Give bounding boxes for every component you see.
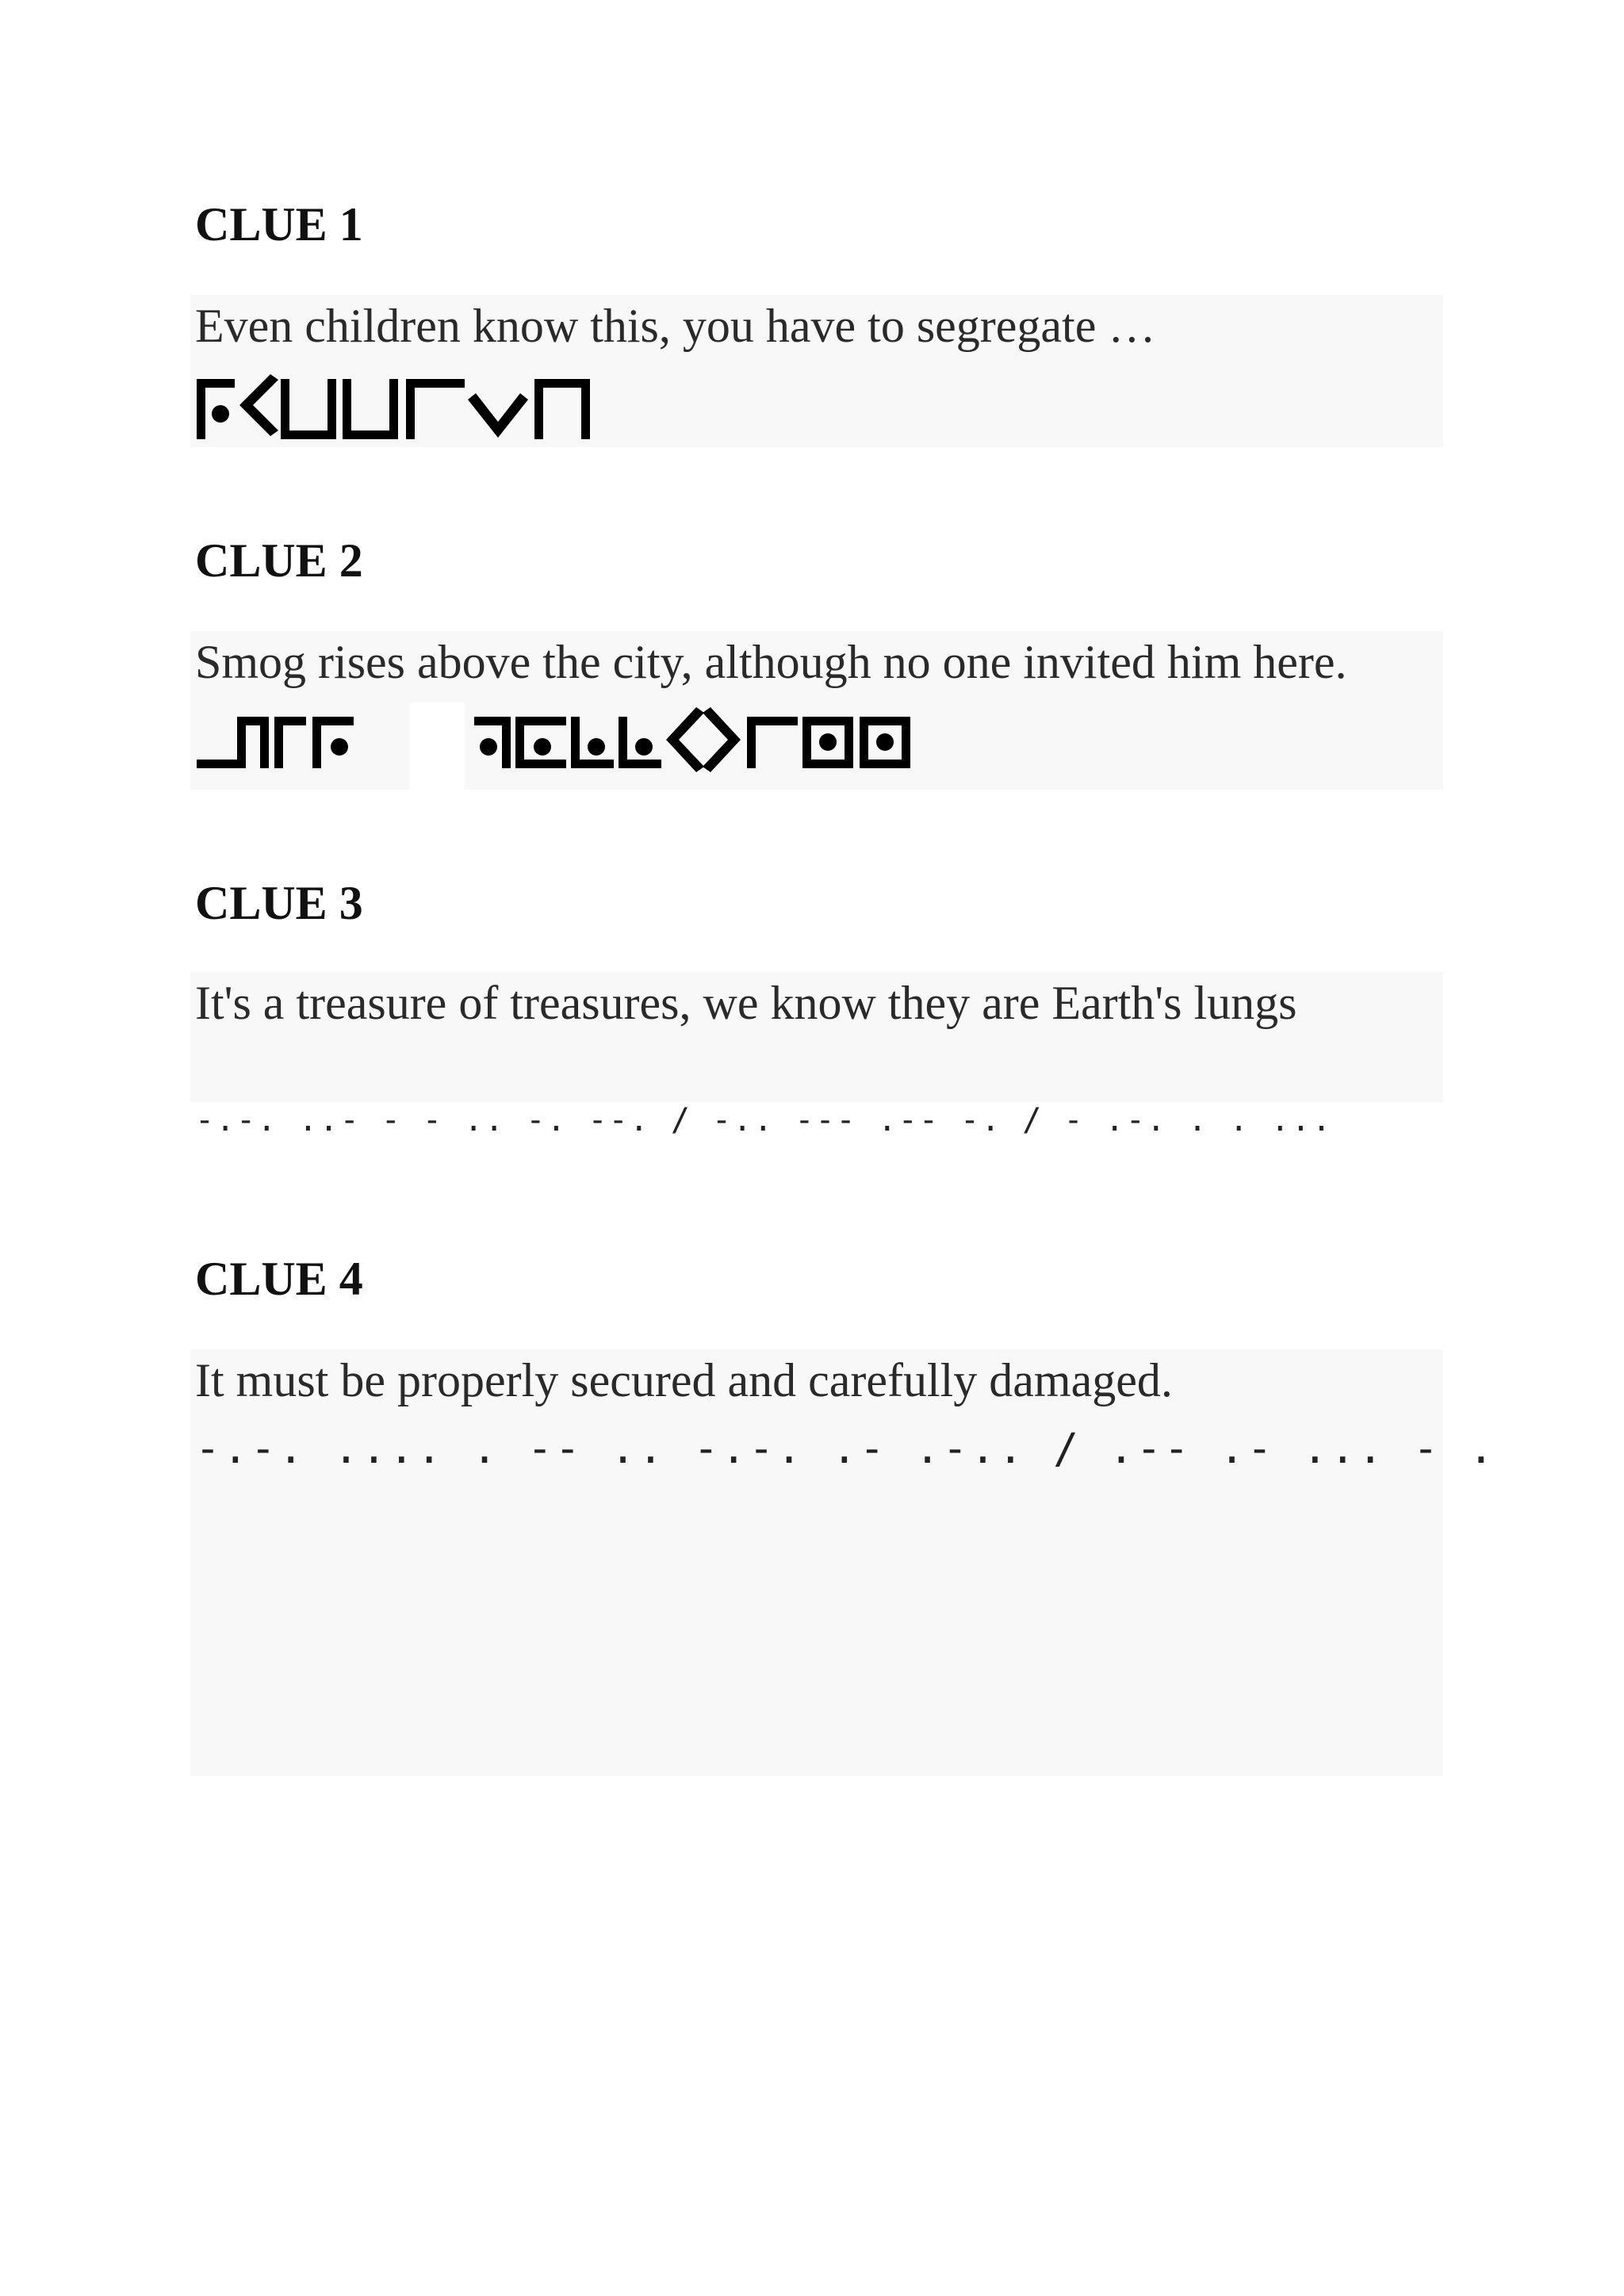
clue-4-heading: CLUE 4 [195, 1253, 363, 1305]
clue-4-morse-code: -.-. .... . -- .. -.-. .- .-.. / .-- .- ... - . [195, 1425, 1496, 1473]
clue-3-morse-code: -.-. ..- - - .. -. --. / -.. --- .-- -. / - .-. . . ... [195, 1102, 1333, 1138]
pigpen-word-2 [474, 707, 910, 772]
pigpen-word-1 [197, 717, 354, 768]
clue-4-panel [190, 1349, 1443, 1776]
clue-3-heading: CLUE 3 [195, 877, 363, 929]
clue-3-text: It's a treasure of treasures, we know they are Earth's lungs [195, 977, 1297, 1029]
clue-1-text: Even children know this, you have to segregate … [195, 300, 1156, 352]
clue-2-heading: CLUE 2 [195, 534, 363, 587]
clue-4-text: It must be properly secured and carefully damaged. [195, 1354, 1173, 1406]
clue-2-text: Smog rises above the city, although no one invited him here. [195, 636, 1347, 688]
clue-2-pigpen-cipher [195, 702, 1091, 790]
clue-1-heading: CLUE 1 [195, 198, 363, 251]
clue-1-pigpen-cipher [195, 369, 718, 446]
